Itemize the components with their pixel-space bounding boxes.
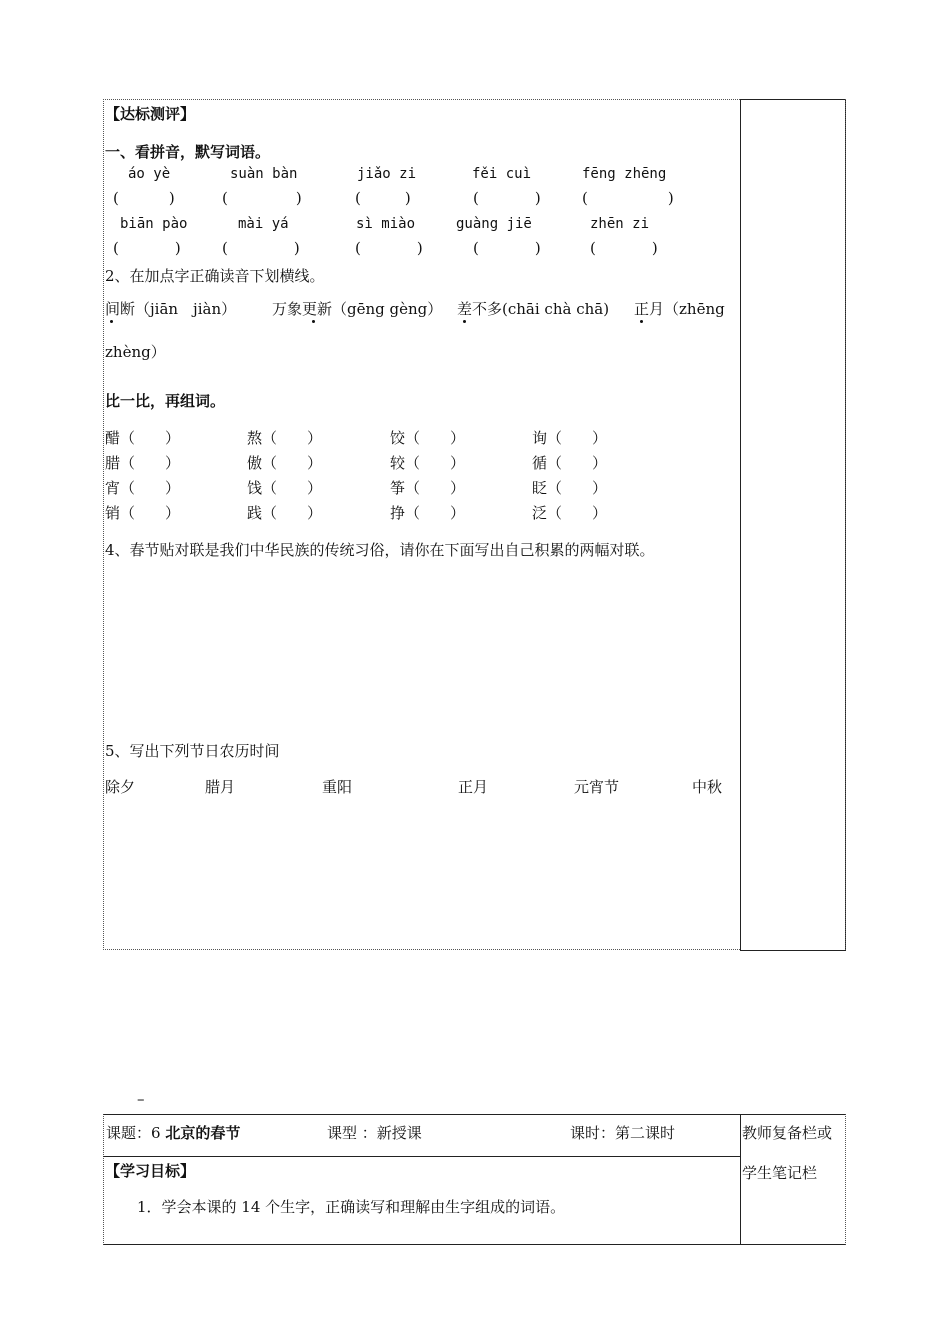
- festival-3: 重阳: [322, 778, 353, 796]
- q5-title: 5、写出下列节日农历时间: [105, 742, 280, 760]
- char-cell: 循（ ）: [532, 454, 608, 472]
- char-cell: 销（ ）: [105, 504, 181, 522]
- festival-5: 元宵节: [574, 778, 620, 796]
- q4-title: 4、春节贴对联是我们中华民族的传统习俗，请你在下面写出自己积累的两幅对联。: [105, 541, 655, 559]
- q2-item-3: 差不多(chāi chà chā): [457, 300, 610, 318]
- pinyin-4: fěi cuì: [472, 166, 532, 182]
- answer-blank: ( ): [222, 239, 300, 257]
- side-label-line2: 学生笔记栏: [742, 1164, 818, 1182]
- emphasis-dot: [640, 320, 643, 323]
- assessment-header: 【达标测评】: [105, 105, 196, 123]
- char-cell: 饺（ ）: [390, 429, 466, 447]
- pinyin-9: guàng jiē: [456, 216, 532, 232]
- q2-title: 2、在加点字正确读音下划横线。: [105, 267, 325, 285]
- goal-1: 1．学会本课的 14 个生字，正确读写和理解由生字组成的词语。: [137, 1198, 566, 1216]
- table-border-right: [845, 99, 846, 950]
- pinyin-7: mài yá: [238, 216, 289, 232]
- pinyin-6: biān pào: [120, 216, 188, 232]
- goals-header: 【学习目标】: [105, 1162, 196, 1180]
- topic-label: 课题：6: [106, 1124, 166, 1142]
- answer-blank: ( ): [473, 239, 541, 257]
- q2-item-2: 万象更新（gēng gèng）: [272, 300, 443, 318]
- festival-1: 除夕: [105, 778, 136, 796]
- char-cell: 醋（ ）: [105, 429, 181, 447]
- topic-title: 北京的春节: [165, 1124, 241, 1142]
- festival-2: 腊月: [205, 778, 236, 796]
- lesson-table-row-line: [103, 1156, 740, 1157]
- emphasis-dot: [463, 320, 466, 323]
- lesson-period: 课时：第二课时: [570, 1124, 676, 1142]
- char-cell: 较（ ）: [390, 454, 466, 472]
- q2-wrap: zhèng）: [105, 343, 166, 361]
- char-cell: 挣（ ）: [390, 504, 466, 522]
- char-cell: 宵（ ）: [105, 479, 181, 497]
- answer-blank: ( ): [113, 189, 175, 207]
- char-cell: 筝（ ）: [390, 479, 466, 497]
- char-cell: 饯（ ）: [247, 479, 323, 497]
- answer-blank: ( ): [113, 239, 181, 257]
- char-cell: 询（ ）: [532, 429, 608, 447]
- pinyin-8: sì miào: [356, 216, 416, 232]
- emphasis-dot: [312, 320, 315, 323]
- pinyin-3: jiǎo zi: [357, 166, 417, 182]
- char-cell: 践（ ）: [247, 504, 323, 522]
- q2-item-4: 正月（zhēng: [634, 300, 725, 318]
- char-cell: 熬（ ）: [247, 429, 323, 447]
- char-cell: 泛（ ）: [532, 504, 608, 522]
- answer-blank: ( ): [582, 189, 674, 207]
- table-border-top: [103, 99, 740, 100]
- pinyin-1: áo yè: [128, 166, 171, 182]
- answer-blank: ( ): [590, 239, 658, 257]
- lesson-table-divider: [740, 1114, 741, 1244]
- q1-title: 一、看拼音，默写词语。: [105, 143, 271, 161]
- pinyin-2: suàn bàn: [230, 166, 298, 182]
- emphasis-dot: [110, 320, 113, 323]
- char-cell: 腊（ ）: [105, 454, 181, 472]
- side-label-line1: 教师复备栏或: [742, 1124, 833, 1142]
- lesson-type: 课型 ：新授课: [327, 1124, 422, 1142]
- pinyin-10: zhēn zi: [590, 216, 650, 232]
- char-cell: 眨（ ）: [532, 479, 608, 497]
- answer-blank: ( ): [222, 189, 302, 207]
- table-border-bottom: [103, 949, 740, 950]
- table-border-left: [103, 99, 104, 950]
- answer-blank: ( ): [473, 189, 541, 207]
- answer-blank: ( ): [355, 239, 423, 257]
- char-cell: 傲（ ）: [247, 454, 323, 472]
- pinyin-5: fēng zhēng: [582, 166, 667, 182]
- page-dash: –: [137, 1090, 145, 1108]
- answer-blank: ( ): [355, 189, 411, 207]
- notes-column: [740, 99, 846, 951]
- festival-4: 正月: [458, 778, 489, 796]
- festival-6: 中秋: [692, 778, 723, 796]
- q3-title: 比一比，再组词。: [105, 392, 226, 410]
- lesson-topic: [106, 1122, 240, 1143]
- q2-item-1: 间断（jiān jiàn）: [105, 300, 237, 318]
